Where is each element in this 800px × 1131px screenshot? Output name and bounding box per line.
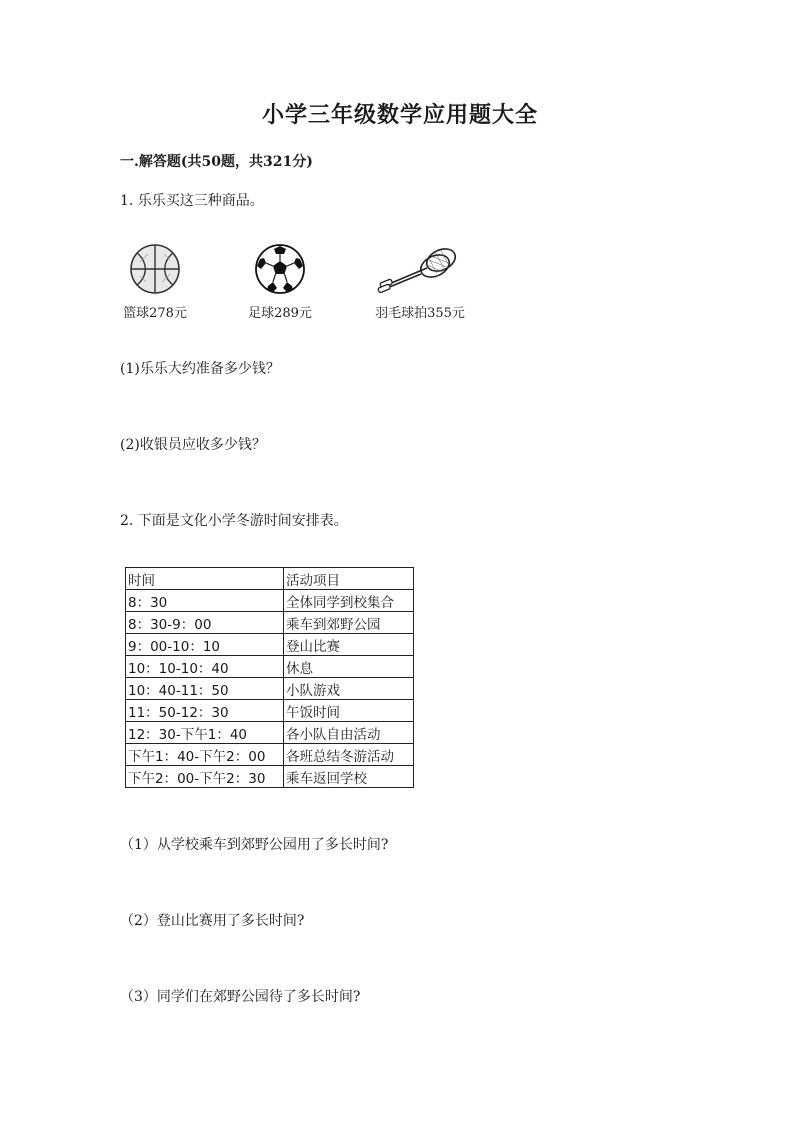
- table-cell: 各小队自由活动: [284, 722, 414, 744]
- table-row: [126, 744, 414, 766]
- table-cell: 10：40-11：50: [126, 678, 284, 700]
- table-row: [126, 700, 414, 722]
- product-basketball: [95, 242, 215, 321]
- question-2-sub-1: （1）从学校乘车到郊野公园用了多长时间?: [120, 837, 389, 853]
- product-label: 羽毛球拍355元: [375, 306, 465, 321]
- page-title: 小学三年级数学应用题大全: [261, 102, 538, 128]
- table-cell: 11：50-12：30: [126, 700, 284, 722]
- table-cell: 8：30-9：00: [126, 612, 284, 634]
- table-cell: 登山比赛: [284, 634, 414, 656]
- question-1-prompt: 1. 乐乐买这三种商品。: [120, 193, 264, 209]
- product-badminton-racket: [360, 242, 480, 321]
- table-cell: 下午1：40-下午2：00: [126, 744, 284, 766]
- table-cell: 乘车返回学校: [284, 766, 414, 788]
- table-row: [126, 766, 414, 788]
- schedule-table: [125, 567, 414, 788]
- table-cell: 9：00-10：10: [126, 634, 284, 656]
- table-cell: 各班总结冬游活动: [284, 744, 414, 766]
- table-header-row: [126, 568, 414, 590]
- table-row: [126, 612, 414, 634]
- basketball-icon: [128, 242, 182, 296]
- question-2-prompt: 2. 下面是文化小学冬游时间安排表。: [120, 513, 348, 529]
- table-cell: 休息: [284, 656, 414, 678]
- product-label: 足球289元: [248, 306, 312, 321]
- question-1-sub-2: (2)收银员应收多少钱？: [120, 437, 266, 453]
- table-cell: 午饭时间: [284, 700, 414, 722]
- question-1-sub-1: (1)乐乐大约准备多少钱？: [120, 361, 280, 377]
- table-header-cell: 活动项目: [284, 568, 414, 590]
- table-row: [126, 634, 414, 656]
- soccer-ball-icon: [253, 242, 307, 296]
- product-soccer-ball: [220, 242, 340, 321]
- table-row: [126, 590, 414, 612]
- table-row: [126, 722, 414, 744]
- table-cell: 10：10-10：40: [126, 656, 284, 678]
- table-cell: 小队游戏: [284, 678, 414, 700]
- product-label: 篮球278元: [123, 306, 187, 321]
- table-cell: 乘车到郊野公园: [284, 612, 414, 634]
- section-heading: 一.解答题(共50题，共321分): [120, 154, 313, 170]
- question-2-sub-3: （3）同学们在郊野公园待了多长时间?: [120, 989, 361, 1005]
- table-cell: 12：30-下午1：40: [126, 722, 284, 744]
- table-row: [126, 678, 414, 700]
- table-cell: 下午2：00-下午2：30: [126, 766, 284, 788]
- table-row: [126, 656, 414, 678]
- table-header-cell: 时间: [126, 568, 284, 590]
- question-2-sub-2: （2）登山比赛用了多长时间?: [120, 913, 305, 929]
- table-cell: 全体同学到校集合: [284, 590, 414, 612]
- badminton-racket-icon: [375, 242, 465, 296]
- table-cell: 8：30: [126, 590, 284, 612]
